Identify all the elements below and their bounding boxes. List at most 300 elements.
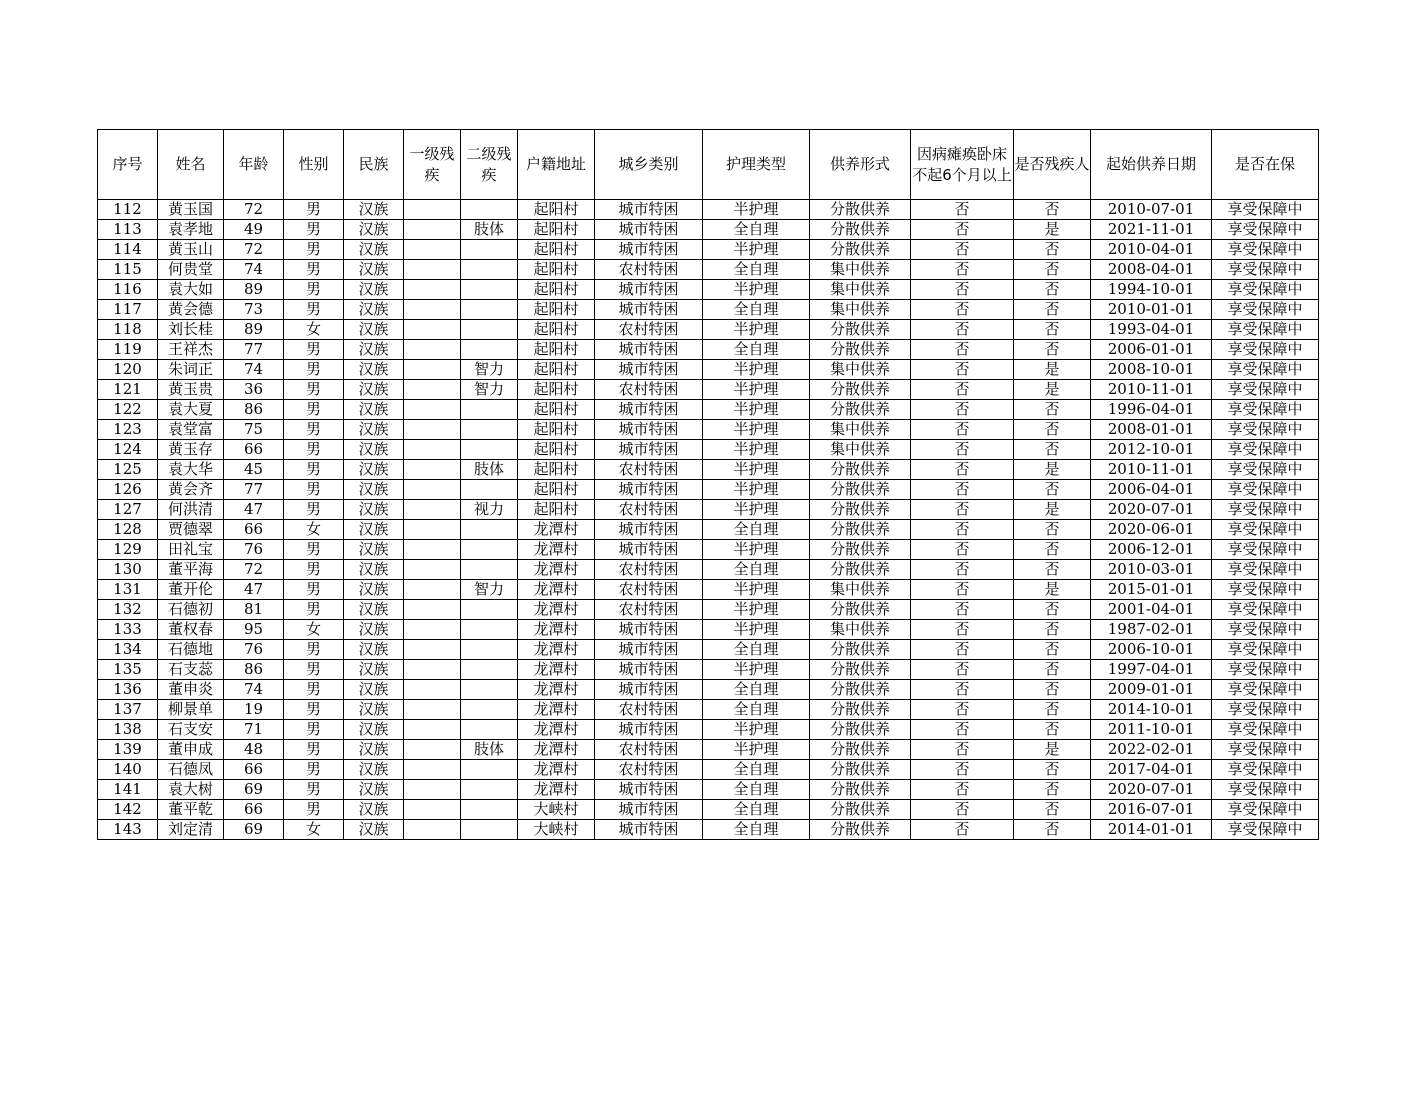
- cell-age: 66: [224, 760, 284, 780]
- cell-urban-rural-category: 城市特困: [595, 780, 703, 800]
- cell-bedridden: 否: [911, 460, 1014, 480]
- cell-is-disabled: 否: [1014, 660, 1091, 680]
- cell-index: 128: [98, 520, 158, 540]
- cell-ethnicity: 汉族: [344, 400, 404, 420]
- table-row: [98, 520, 1319, 540]
- cell-bedridden: 否: [911, 620, 1014, 640]
- cell-urban-rural-category: 农村特困: [595, 460, 703, 480]
- cell-index: 125: [98, 460, 158, 480]
- cell-ethnicity: 汉族: [344, 760, 404, 780]
- cell-disability-level-2: [461, 260, 518, 280]
- cell-index: 138: [98, 720, 158, 740]
- cell-coverage-status: 享受保障中: [1212, 460, 1319, 480]
- cell-support-start-date: 2010-03-01: [1091, 560, 1212, 580]
- cell-age: 76: [224, 640, 284, 660]
- cell-gender: 男: [284, 420, 344, 440]
- cell-gender: 男: [284, 720, 344, 740]
- table-row: [98, 640, 1319, 660]
- cell-disability-level-2: [461, 620, 518, 640]
- cell-name: 黄会齐: [158, 480, 224, 500]
- cell-bedridden: 否: [911, 240, 1014, 260]
- table-row: [98, 680, 1319, 700]
- cell-registered-address: 起阳村: [518, 440, 595, 460]
- cell-support-start-date: 2009-01-01: [1091, 680, 1212, 700]
- table-row: [98, 740, 1319, 760]
- cell-index: 134: [98, 640, 158, 660]
- cell-coverage-status: 享受保障中: [1212, 680, 1319, 700]
- cell-index: 137: [98, 700, 158, 720]
- cell-gender: 女: [284, 320, 344, 340]
- cell-disability-level-1: [404, 360, 461, 380]
- cell-gender: 男: [284, 380, 344, 400]
- cell-care-type: 半护理: [703, 200, 810, 220]
- cell-bedridden: 否: [911, 580, 1014, 600]
- cell-support-form: 分散供养: [810, 700, 911, 720]
- cell-gender: 男: [284, 240, 344, 260]
- cell-name: 黄会德: [158, 300, 224, 320]
- cell-care-type: 半护理: [703, 460, 810, 480]
- cell-is-disabled: 是: [1014, 740, 1091, 760]
- cell-disability-level-2: [461, 280, 518, 300]
- cell-disability-level-2: [461, 400, 518, 420]
- cell-support-start-date: 1997-04-01: [1091, 660, 1212, 680]
- cell-disability-level-2: 智力: [461, 580, 518, 600]
- cell-gender: 男: [284, 200, 344, 220]
- cell-care-type: 半护理: [703, 420, 810, 440]
- cell-ethnicity: 汉族: [344, 340, 404, 360]
- table-row: [98, 560, 1319, 580]
- cell-care-type: 半护理: [703, 380, 810, 400]
- cell-registered-address: 龙潭村: [518, 780, 595, 800]
- cell-support-start-date: 2017-04-01: [1091, 760, 1212, 780]
- cell-age: 66: [224, 440, 284, 460]
- cell-is-disabled: 否: [1014, 260, 1091, 280]
- cell-registered-address: 起阳村: [518, 320, 595, 340]
- cell-bedridden: 否: [911, 700, 1014, 720]
- table-row: [98, 260, 1319, 280]
- cell-urban-rural-category: 农村特困: [595, 380, 703, 400]
- cell-gender: 男: [284, 580, 344, 600]
- cell-registered-address: 起阳村: [518, 420, 595, 440]
- cell-gender: 男: [284, 220, 344, 240]
- cell-gender: 男: [284, 780, 344, 800]
- cell-registered-address: 龙潭村: [518, 680, 595, 700]
- table-row: [98, 620, 1319, 640]
- cell-care-type: 全自理: [703, 760, 810, 780]
- cell-index: 118: [98, 320, 158, 340]
- cell-name: 董申炎: [158, 680, 224, 700]
- table-row: [98, 580, 1319, 600]
- cell-bedridden: 否: [911, 780, 1014, 800]
- cell-is-disabled: 否: [1014, 480, 1091, 500]
- cell-age: 72: [224, 200, 284, 220]
- cell-coverage-status: 享受保障中: [1212, 360, 1319, 380]
- cell-is-disabled: 否: [1014, 200, 1091, 220]
- cell-care-type: 全自理: [703, 520, 810, 540]
- cell-age: 76: [224, 540, 284, 560]
- cell-disability-level-2: [461, 480, 518, 500]
- cell-coverage-status: 享受保障中: [1212, 380, 1319, 400]
- cell-disability-level-2: 肢体: [461, 460, 518, 480]
- cell-disability-level-1: [404, 300, 461, 320]
- cell-care-type: 半护理: [703, 280, 810, 300]
- cell-registered-address: 龙潭村: [518, 720, 595, 740]
- cell-is-disabled: 是: [1014, 500, 1091, 520]
- table-row: [98, 540, 1319, 560]
- table-row: [98, 820, 1319, 840]
- table-row: [98, 220, 1319, 240]
- cell-urban-rural-category: 城市特困: [595, 800, 703, 820]
- cell-disability-level-1: [404, 320, 461, 340]
- cell-bedridden: 否: [911, 440, 1014, 460]
- cell-age: 75: [224, 420, 284, 440]
- cell-support-form: 集中供养: [810, 580, 911, 600]
- cell-bedridden: 否: [911, 660, 1014, 680]
- cell-is-disabled: 否: [1014, 520, 1091, 540]
- cell-support-form: 集中供养: [810, 300, 911, 320]
- cell-name: 董申成: [158, 740, 224, 760]
- cell-name: 何洪清: [158, 500, 224, 520]
- cell-urban-rural-category: 城市特困: [595, 660, 703, 680]
- cell-registered-address: 龙潭村: [518, 620, 595, 640]
- cell-bedridden: 否: [911, 560, 1014, 580]
- cell-bedridden: 否: [911, 320, 1014, 340]
- cell-gender: 男: [284, 680, 344, 700]
- cell-support-start-date: 2010-11-01: [1091, 380, 1212, 400]
- cell-care-type: 半护理: [703, 500, 810, 520]
- cell-coverage-status: 享受保障中: [1212, 720, 1319, 740]
- cell-coverage-status: 享受保障中: [1212, 820, 1319, 840]
- cell-name: 石支安: [158, 720, 224, 740]
- cell-registered-address: 大峡村: [518, 800, 595, 820]
- cell-index: 113: [98, 220, 158, 240]
- col-header-disability-level-1: 一级残疾: [404, 130, 461, 200]
- cell-urban-rural-category: 城市特困: [595, 280, 703, 300]
- cell-support-start-date: 2008-10-01: [1091, 360, 1212, 380]
- cell-support-form: 分散供养: [810, 740, 911, 760]
- cell-ethnicity: 汉族: [344, 240, 404, 260]
- cell-urban-rural-category: 城市特困: [595, 340, 703, 360]
- cell-support-start-date: 2010-11-01: [1091, 460, 1212, 480]
- cell-index: 141: [98, 780, 158, 800]
- cell-ethnicity: 汉族: [344, 300, 404, 320]
- cell-support-form: 分散供养: [810, 800, 911, 820]
- cell-age: 49: [224, 220, 284, 240]
- cell-name: 田礼宝: [158, 540, 224, 560]
- table-row: [98, 280, 1319, 300]
- cell-disability-level-1: [404, 420, 461, 440]
- cell-registered-address: 龙潭村: [518, 640, 595, 660]
- cell-registered-address: 龙潭村: [518, 560, 595, 580]
- cell-is-disabled: 否: [1014, 560, 1091, 580]
- cell-support-form: 分散供养: [810, 220, 911, 240]
- cell-coverage-status: 享受保障中: [1212, 660, 1319, 680]
- cell-registered-address: 龙潭村: [518, 600, 595, 620]
- cell-gender: 男: [284, 760, 344, 780]
- cell-support-start-date: 2021-11-01: [1091, 220, 1212, 240]
- cell-age: 74: [224, 360, 284, 380]
- cell-bedridden: 否: [911, 720, 1014, 740]
- cell-disability-level-2: [461, 720, 518, 740]
- cell-registered-address: 起阳村: [518, 500, 595, 520]
- cell-index: 112: [98, 200, 158, 220]
- cell-ethnicity: 汉族: [344, 780, 404, 800]
- cell-gender: 男: [284, 700, 344, 720]
- cell-support-form: 分散供养: [810, 660, 911, 680]
- cell-support-start-date: 2010-07-01: [1091, 200, 1212, 220]
- cell-gender: 男: [284, 280, 344, 300]
- col-header-care-type: 护理类型: [703, 130, 810, 200]
- table-row: [98, 660, 1319, 680]
- cell-coverage-status: 享受保障中: [1212, 600, 1319, 620]
- cell-disability-level-2: [461, 660, 518, 680]
- cell-urban-rural-category: 农村特困: [595, 500, 703, 520]
- cell-urban-rural-category: 城市特困: [595, 620, 703, 640]
- cell-name: 董开伦: [158, 580, 224, 600]
- cell-is-disabled: 是: [1014, 580, 1091, 600]
- col-header-ethnicity: 民族: [344, 130, 404, 200]
- cell-gender: 男: [284, 340, 344, 360]
- cell-name: 石德凤: [158, 760, 224, 780]
- cell-disability-level-2: [461, 600, 518, 620]
- cell-index: 135: [98, 660, 158, 680]
- cell-disability-level-1: [404, 660, 461, 680]
- cell-gender: 男: [284, 740, 344, 760]
- cell-disability-level-1: [404, 500, 461, 520]
- cell-index: 142: [98, 800, 158, 820]
- cell-age: 36: [224, 380, 284, 400]
- cell-name: 袁大如: [158, 280, 224, 300]
- cell-ethnicity: 汉族: [344, 520, 404, 540]
- cell-care-type: 全自理: [703, 220, 810, 240]
- cell-name: 袁堂富: [158, 420, 224, 440]
- cell-disability-level-1: [404, 260, 461, 280]
- cell-index: 114: [98, 240, 158, 260]
- cell-ethnicity: 汉族: [344, 700, 404, 720]
- cell-age: 69: [224, 780, 284, 800]
- cell-is-disabled: 否: [1014, 300, 1091, 320]
- cell-support-start-date: 2016-07-01: [1091, 800, 1212, 820]
- cell-gender: 男: [284, 460, 344, 480]
- table-row: [98, 400, 1319, 420]
- cell-disability-level-2: [461, 820, 518, 840]
- cell-age: 73: [224, 300, 284, 320]
- cell-support-start-date: 2020-06-01: [1091, 520, 1212, 540]
- cell-is-disabled: 否: [1014, 780, 1091, 800]
- cell-support-form: 分散供养: [810, 640, 911, 660]
- cell-bedridden: 否: [911, 300, 1014, 320]
- cell-ethnicity: 汉族: [344, 800, 404, 820]
- cell-index: 131: [98, 580, 158, 600]
- cell-urban-rural-category: 城市特困: [595, 720, 703, 740]
- cell-care-type: 全自理: [703, 260, 810, 280]
- cell-urban-rural-category: 城市特困: [595, 400, 703, 420]
- cell-support-form: 分散供养: [810, 480, 911, 500]
- cell-disability-level-1: [404, 240, 461, 260]
- cell-care-type: 半护理: [703, 720, 810, 740]
- cell-name: 王祥杰: [158, 340, 224, 360]
- cell-bedridden: 否: [911, 800, 1014, 820]
- col-header-disability-level-2: 二级残疾: [461, 130, 518, 200]
- cell-registered-address: 起阳村: [518, 240, 595, 260]
- cell-gender: 男: [284, 440, 344, 460]
- cell-gender: 男: [284, 300, 344, 320]
- cell-registered-address: 大峡村: [518, 820, 595, 840]
- cell-disability-level-1: [404, 720, 461, 740]
- cell-index: 130: [98, 560, 158, 580]
- cell-disability-level-2: 视力: [461, 500, 518, 520]
- cell-is-disabled: 否: [1014, 340, 1091, 360]
- cell-name: 黄玉山: [158, 240, 224, 260]
- cell-age: 47: [224, 580, 284, 600]
- cell-coverage-status: 享受保障中: [1212, 400, 1319, 420]
- cell-support-form: 分散供养: [810, 500, 911, 520]
- table-row: [98, 700, 1319, 720]
- cell-support-form: 分散供养: [810, 600, 911, 620]
- cell-urban-rural-category: 城市特困: [595, 540, 703, 560]
- cell-index: 140: [98, 760, 158, 780]
- cell-index: 132: [98, 600, 158, 620]
- cell-index: 120: [98, 360, 158, 380]
- cell-age: 89: [224, 280, 284, 300]
- cell-coverage-status: 享受保障中: [1212, 540, 1319, 560]
- cell-disability-level-2: [461, 680, 518, 700]
- cell-care-type: 半护理: [703, 580, 810, 600]
- cell-coverage-status: 享受保障中: [1212, 300, 1319, 320]
- cell-age: 72: [224, 560, 284, 580]
- table-row: [98, 720, 1319, 740]
- cell-disability-level-2: 肢体: [461, 740, 518, 760]
- cell-ethnicity: 汉族: [344, 560, 404, 580]
- cell-is-disabled: 是: [1014, 220, 1091, 240]
- table-row: [98, 340, 1319, 360]
- cell-disability-level-2: [461, 640, 518, 660]
- cell-disability-level-2: [461, 780, 518, 800]
- cell-gender: 男: [284, 400, 344, 420]
- cell-disability-level-1: [404, 460, 461, 480]
- cell-name: 刘定清: [158, 820, 224, 840]
- cell-bedridden: 否: [911, 480, 1014, 500]
- cell-support-form: 集中供养: [810, 280, 911, 300]
- cell-gender: 女: [284, 620, 344, 640]
- cell-disability-level-1: [404, 480, 461, 500]
- cell-gender: 女: [284, 820, 344, 840]
- cell-ethnicity: 汉族: [344, 680, 404, 700]
- cell-care-type: 半护理: [703, 480, 810, 500]
- cell-index: 119: [98, 340, 158, 360]
- cell-disability-level-1: [404, 440, 461, 460]
- col-header-support-form: 供养形式: [810, 130, 911, 200]
- cell-coverage-status: 享受保障中: [1212, 700, 1319, 720]
- cell-is-disabled: 否: [1014, 400, 1091, 420]
- cell-age: 89: [224, 320, 284, 340]
- cell-age: 77: [224, 340, 284, 360]
- cell-registered-address: 起阳村: [518, 400, 595, 420]
- cell-support-start-date: 2014-10-01: [1091, 700, 1212, 720]
- cell-age: 48: [224, 740, 284, 760]
- cell-ethnicity: 汉族: [344, 220, 404, 240]
- cell-age: 77: [224, 480, 284, 500]
- cell-support-form: 分散供养: [810, 780, 911, 800]
- cell-ethnicity: 汉族: [344, 720, 404, 740]
- cell-coverage-status: 享受保障中: [1212, 640, 1319, 660]
- cell-ethnicity: 汉族: [344, 600, 404, 620]
- cell-ethnicity: 汉族: [344, 360, 404, 380]
- cell-coverage-status: 享受保障中: [1212, 420, 1319, 440]
- cell-urban-rural-category: 农村特困: [595, 260, 703, 280]
- cell-support-start-date: 1987-02-01: [1091, 620, 1212, 640]
- cell-support-start-date: 2010-01-01: [1091, 300, 1212, 320]
- cell-gender: 男: [284, 800, 344, 820]
- cell-age: 66: [224, 520, 284, 540]
- cell-coverage-status: 享受保障中: [1212, 320, 1319, 340]
- cell-support-form: 分散供养: [810, 460, 911, 480]
- cell-care-type: 半护理: [703, 360, 810, 380]
- cell-urban-rural-category: 农村特困: [595, 320, 703, 340]
- cell-name: 黄玉贵: [158, 380, 224, 400]
- cell-urban-rural-category: 城市特困: [595, 680, 703, 700]
- cell-name: 石德初: [158, 600, 224, 620]
- cell-disability-level-1: [404, 700, 461, 720]
- cell-urban-rural-category: 农村特困: [595, 600, 703, 620]
- cell-disability-level-2: [461, 440, 518, 460]
- cell-disability-level-1: [404, 820, 461, 840]
- cell-support-form: 分散供养: [810, 240, 911, 260]
- cell-urban-rural-category: 农村特困: [595, 700, 703, 720]
- cell-disability-level-1: [404, 340, 461, 360]
- cell-name: 柳景单: [158, 700, 224, 720]
- cell-registered-address: 起阳村: [518, 260, 595, 280]
- cell-disability-level-1: [404, 740, 461, 760]
- cell-support-start-date: 2014-01-01: [1091, 820, 1212, 840]
- cell-gender: 男: [284, 640, 344, 660]
- cell-support-start-date: 2006-12-01: [1091, 540, 1212, 560]
- cell-disability-level-1: [404, 640, 461, 660]
- cell-index: 123: [98, 420, 158, 440]
- cell-coverage-status: 享受保障中: [1212, 500, 1319, 520]
- cell-care-type: 半护理: [703, 400, 810, 420]
- cell-disability-level-2: [461, 560, 518, 580]
- cell-age: 86: [224, 660, 284, 680]
- cell-is-disabled: 否: [1014, 720, 1091, 740]
- cell-bedridden: 否: [911, 740, 1014, 760]
- table-row: [98, 460, 1319, 480]
- cell-age: 74: [224, 260, 284, 280]
- cell-ethnicity: 汉族: [344, 640, 404, 660]
- cell-urban-rural-category: 城市特困: [595, 200, 703, 220]
- cell-age: 47: [224, 500, 284, 520]
- cell-is-disabled: 否: [1014, 600, 1091, 620]
- cell-bedridden: 否: [911, 220, 1014, 240]
- cell-care-type: 全自理: [703, 560, 810, 580]
- cell-is-disabled: 否: [1014, 420, 1091, 440]
- cell-urban-rural-category: 农村特困: [595, 560, 703, 580]
- cell-coverage-status: 享受保障中: [1212, 340, 1319, 360]
- cell-urban-rural-category: 城市特困: [595, 520, 703, 540]
- cell-support-form: 集中供养: [810, 260, 911, 280]
- table-row: [98, 420, 1319, 440]
- cell-disability-level-1: [404, 780, 461, 800]
- col-header-bedridden: 因病瘫痪卧床不起6个月以上: [911, 130, 1014, 200]
- table-row: [98, 600, 1319, 620]
- cell-bedridden: 否: [911, 520, 1014, 540]
- cell-age: 72: [224, 240, 284, 260]
- col-header-index: 序号: [98, 130, 158, 200]
- cell-coverage-status: 享受保障中: [1212, 260, 1319, 280]
- cell-urban-rural-category: 农村特困: [595, 580, 703, 600]
- cell-support-start-date: 2006-01-01: [1091, 340, 1212, 360]
- cell-ethnicity: 汉族: [344, 540, 404, 560]
